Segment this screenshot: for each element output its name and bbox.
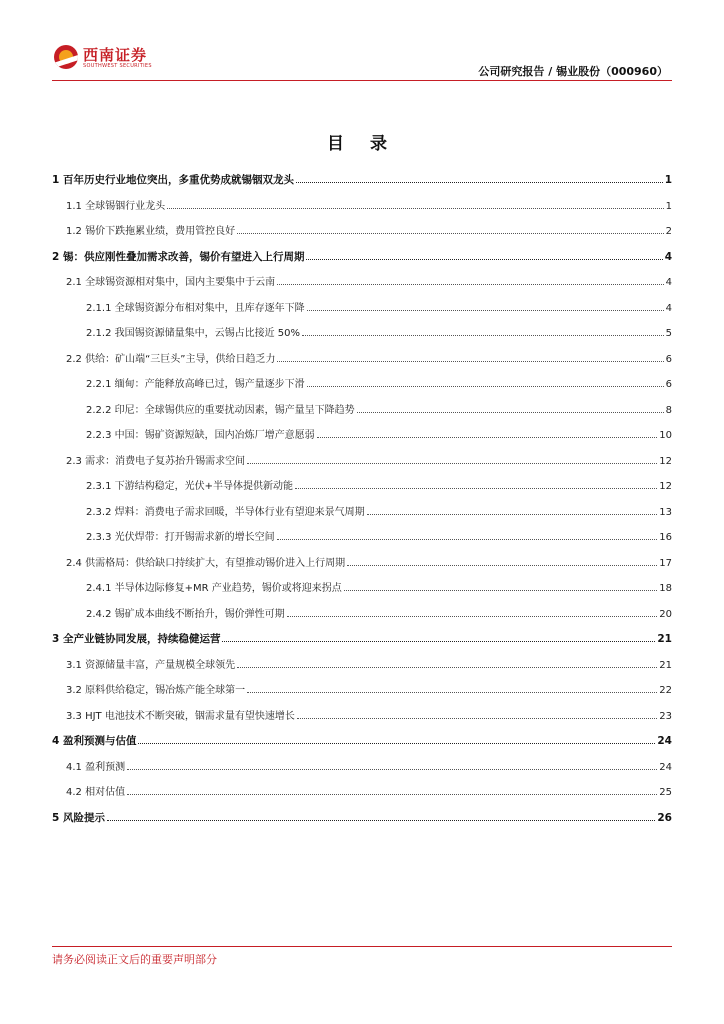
toc-leader-dots: [297, 706, 657, 719]
toc-entry-label: 5 风险提示: [52, 811, 105, 824]
toc-entry-label: 4.1 盈利预测: [66, 761, 126, 773]
toc-entry[interactable]: [52, 451, 672, 477]
toc-entry-label: 2.2.3 中国：锡矿资源短缺，国内冶炼厂增产意愿弱: [86, 430, 315, 441]
toc-leader-dots: [247, 451, 657, 464]
toc-entry-page: 21: [659, 659, 672, 671]
toc-entry-label: 2.2.2 印尼：全球锡供应的重要扰动因素，锡产量呈下降趋势: [86, 404, 355, 416]
toc-entry-page: 2: [665, 226, 672, 237]
toc-leader-dots: [138, 731, 655, 744]
toc-entry-page: 25: [659, 787, 672, 798]
company-logo: [54, 44, 164, 74]
toc-leader-dots: [367, 502, 658, 515]
toc-entry[interactable]: [52, 527, 672, 553]
toc-leader-dots: [277, 527, 658, 540]
toc-entry-label: 2.1.2 我国锡资源储量集中，云锡占比接近 50%: [86, 328, 301, 339]
toc-leader-dots: [287, 604, 658, 617]
toc-entry-label: 1.2 锡价下跌拖累业绩，费用管控良好: [66, 226, 236, 237]
toc-leader-dots: [296, 170, 663, 183]
toc-leader-dots: [347, 553, 657, 566]
toc-entry[interactable]: [52, 247, 672, 273]
toc-entry-label: 1 百年历史行业地位突出，多重优势成就锡铟双龙头: [52, 174, 294, 186]
toc-entry-label: 2.1 全球锡资源相对集中，国内主要集中于云南: [66, 277, 276, 288]
toc-entry-page: 4: [664, 250, 672, 263]
toc-entry-label: 2.1.1 全球锡资源分布相对集中，且库存逐年下降: [86, 302, 305, 314]
toc-entry[interactable]: [52, 400, 672, 426]
toc-entry-label: 1.1 全球锡铟行业龙头: [66, 200, 166, 212]
toc-entry[interactable]: [52, 272, 672, 298]
toc-leader-dots: [167, 196, 664, 209]
toc-entry-label: 4.2 相对估值: [66, 787, 126, 798]
toc-entry-label: 4 盈利预测与估值: [52, 735, 137, 747]
toc-leader-dots: [306, 247, 662, 260]
toc-leader-dots: [317, 425, 658, 438]
toc-entry-label: 2.3.1 下游结构稳定，光伏+半导体提供新动能: [86, 481, 294, 492]
toc-entry[interactable]: [52, 476, 672, 502]
toc-entry-page: 12: [659, 481, 672, 492]
toc-entry[interactable]: [52, 706, 672, 732]
toc-entry-page: 22: [659, 685, 672, 696]
toc-entry-page: 23: [659, 710, 672, 722]
footer-divider: [52, 946, 672, 947]
toc-entry-page: 6: [665, 353, 672, 365]
toc-entry[interactable]: [52, 680, 672, 706]
toc-leader-dots: [277, 349, 663, 362]
toc-entry-label: 2.2.1 缅甸：产能释放高峰已过，锡产量逐步下滑: [86, 379, 305, 390]
toc-entry[interactable]: [52, 604, 672, 630]
toc-entry-label: 3.2 原料供给稳定，锡冶炼产能全球第一: [66, 685, 246, 696]
toc-title: 目 录: [327, 134, 397, 154]
footer-notice: 请务必阅读正文后的重要声明部分: [52, 953, 217, 966]
toc-entry-label: 2.2 供给：矿山端“三巨头”主导，供给日趋乏力: [66, 353, 276, 365]
toc-entry-page: 20: [659, 608, 672, 620]
toc-entry-page: 10: [659, 430, 672, 441]
toc-leader-dots: [222, 629, 655, 642]
toc-entry-page: 6: [665, 379, 672, 390]
toc-leader-dots: [344, 578, 658, 591]
table-of-contents: [52, 170, 672, 833]
toc-entry-label: 2.4.1 半导体边际修复+MR 产业趋势，锡价或将迎来拐点: [86, 583, 342, 594]
toc-entry-page: 1: [665, 200, 672, 212]
toc-entry[interactable]: [52, 502, 672, 528]
toc-entry-label: 2.4 供需格局：供给缺口持续扩大，有望推动锡价进入上行周期: [66, 557, 346, 569]
toc-leader-dots: [107, 808, 655, 821]
toc-entry[interactable]: [52, 553, 672, 579]
toc-entry[interactable]: [52, 808, 672, 834]
page-header: [0, 0, 724, 84]
toc-entry[interactable]: [52, 221, 672, 247]
report-tag: 公司研究报告 / 锡业股份（000960）: [478, 65, 668, 78]
toc-entry[interactable]: [52, 374, 672, 400]
toc-entry-page: 13: [659, 506, 672, 518]
toc-entry-page: 8: [665, 404, 672, 416]
toc-entry[interactable]: [52, 578, 672, 604]
toc-leader-dots: [357, 400, 664, 413]
toc-entry-page: 5: [665, 328, 672, 339]
toc-entry-page: 26: [657, 811, 672, 824]
toc-leader-dots: [307, 298, 664, 311]
toc-leader-dots: [127, 757, 657, 770]
toc-leader-dots: [237, 221, 664, 234]
toc-entry-page: 21: [657, 633, 672, 645]
toc-leader-dots: [295, 476, 657, 489]
toc-entry-label: 2.3 需求：消费电子复苏抬升锡需求空间: [66, 455, 246, 467]
toc-entry-page: 4: [665, 302, 672, 314]
toc-entry[interactable]: [52, 170, 672, 196]
toc-entry[interactable]: [52, 425, 672, 451]
toc-entry-label: 2.3.3 光伏焊带：打开锡需求新的增长空间: [86, 532, 275, 543]
toc-entry[interactable]: [52, 757, 672, 783]
toc-entry-page: 16: [659, 532, 672, 543]
toc-entry-page: 24: [659, 761, 672, 773]
header-divider: [52, 80, 672, 81]
toc-entry[interactable]: [52, 196, 672, 222]
toc-entry-label: 3 全产业链协同发展，持续稳健运营: [52, 633, 221, 645]
toc-leader-dots: [237, 655, 657, 668]
toc-entry[interactable]: [52, 323, 672, 349]
logo-chinese-name: 西南证券: [83, 46, 148, 64]
toc-entry-label: 3.1 资源储量丰富，产量规模全球领先: [66, 659, 236, 671]
toc-entry-label: 2.4.2 锡矿成本曲线不断抬升，锡价弹性可期: [86, 608, 285, 620]
toc-entry-label: 2 锡：供应刚性叠加需求改善，锡价有望进入上行周期: [52, 250, 305, 263]
toc-entry[interactable]: [52, 655, 672, 681]
toc-leader-dots: [247, 680, 657, 693]
toc-leader-dots: [127, 782, 657, 795]
toc-entry-page: 4: [665, 277, 672, 288]
toc-entry[interactable]: [52, 349, 672, 375]
toc-entry[interactable]: [52, 629, 672, 655]
toc-entry-page: 1: [664, 174, 672, 186]
toc-entry[interactable]: [52, 731, 672, 757]
logo-english-name: SOUTHWEST SECURITIES: [83, 63, 152, 69]
toc-entry-label: 3.3 HJT 电池技术不断突破，铟需求量有望快速增长: [66, 710, 295, 722]
toc-entry-page: 24: [657, 735, 672, 747]
toc-entry-page: 17: [659, 557, 672, 569]
logo-emblem-icon: [54, 45, 78, 69]
toc-entry-page: 12: [659, 455, 672, 467]
toc-leader-dots: [277, 272, 664, 285]
toc-leader-dots: [307, 374, 664, 387]
toc-entry[interactable]: [52, 782, 672, 808]
toc-leader-dots: [302, 323, 664, 336]
toc-entry-page: 18: [659, 583, 672, 594]
toc-entry[interactable]: [52, 298, 672, 324]
toc-entry-label: 2.3.2 焊料：消费电子需求回暖，半导体行业有望迎来景气周期: [86, 506, 365, 518]
